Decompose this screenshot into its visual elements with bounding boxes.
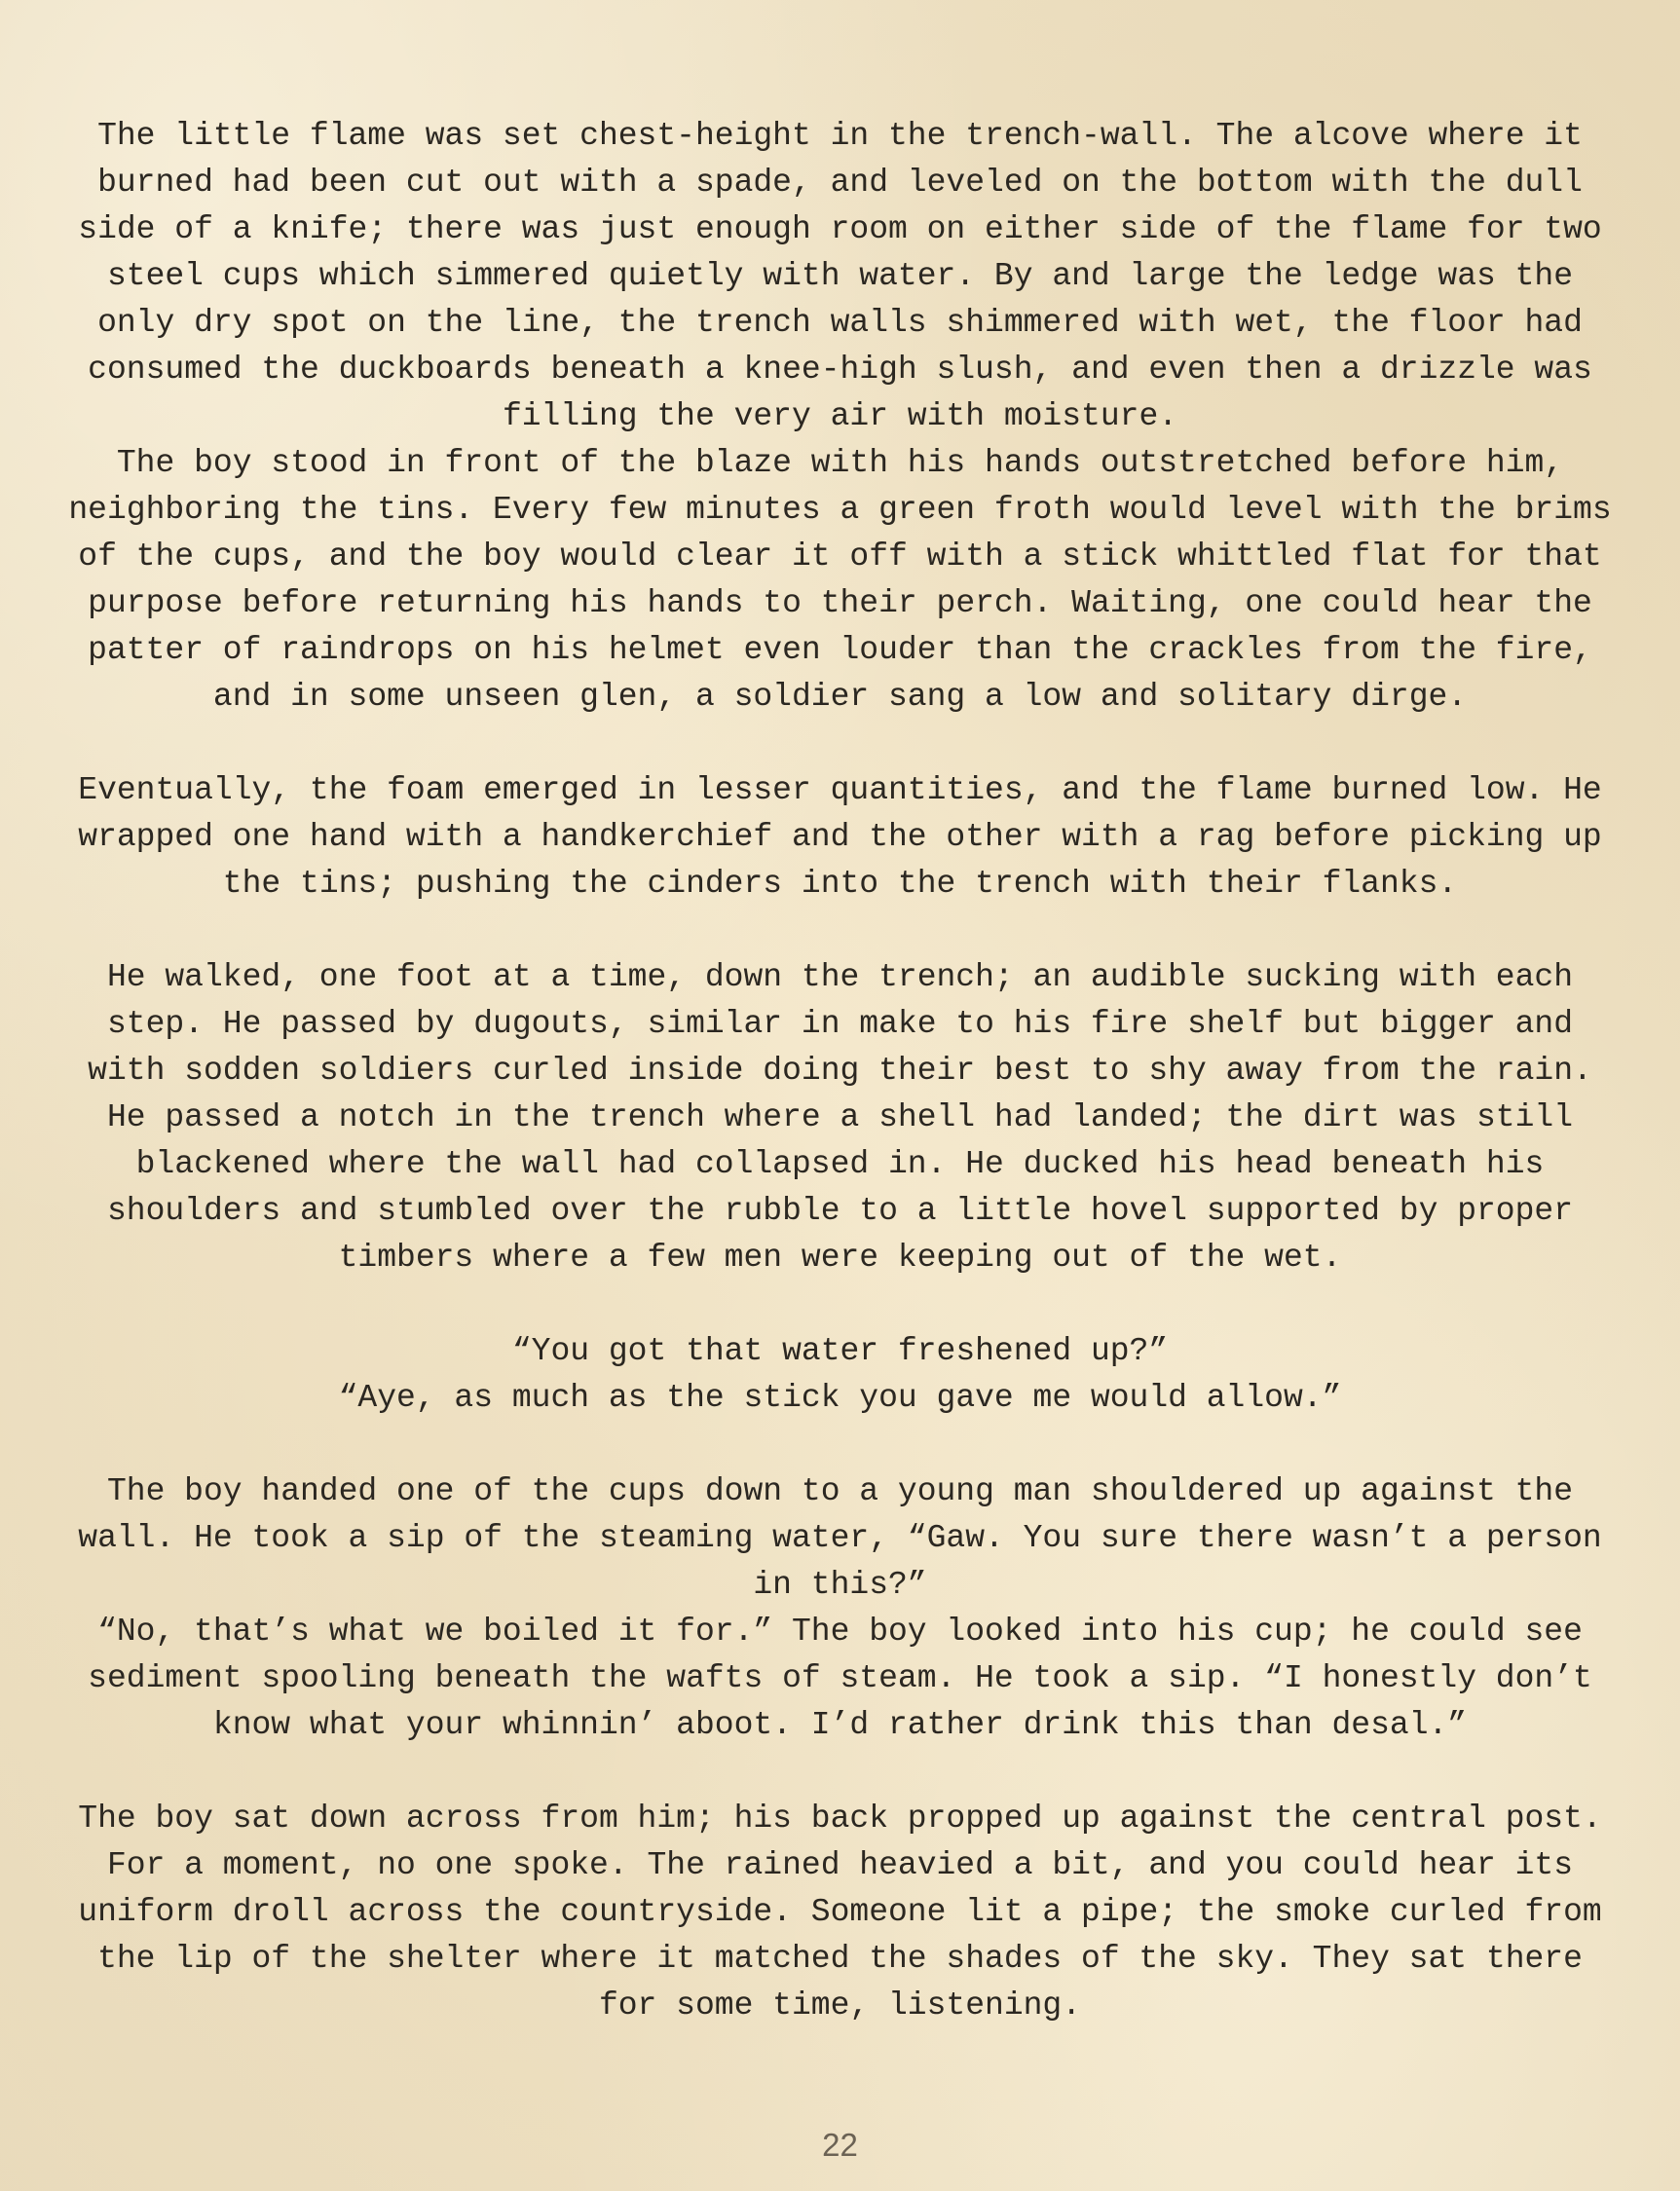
paragraph-boiled-reply: “No, that’s what we boiled it for.” The boy looked into his cup; he could see sediment spooling beneath the wafts of steam. He took a sip. “I honestly don’t know what your whinnin’ aboot. I’d rather drink this than desal.” xyxy=(88,1614,1592,1743)
paragraph-gap xyxy=(62,908,1618,954)
paragraph-sat-listening: The boy sat down across from him; his back propped up against the central post. For a moment, no one spoke. The rained heavied a bit, and you could hear its uniform droll across the countryside. Someone lit a pipe; the smoke curled from the lip of the shelter where it matched the shades of the sky. They sat there for some time, listening. xyxy=(78,1801,1602,2024)
paragraph-walk-down-trench: He walked, one foot at a time, down the trench; an audible sucking with each step. He passed by dugouts, similar in make to his fire shelf but bigger and with sodden soldiers curled inside doing their best to shy away from the rain. He passed a notch in the trench where a shell had landed; the dirt was still blackened where the wall had collapsed in. He ducked his head beneath his shoulders and stumbled over the rubble to a little hovel supported by proper timbers where a few men were keeping out of the wet. xyxy=(88,959,1592,1276)
story-text-block xyxy=(62,113,1618,2029)
page-number: 22 xyxy=(822,2127,858,2163)
dialogue-line-answer: “Aye, as much as the stick you gave me would allow.” xyxy=(338,1380,1342,1416)
dialogue-line-question: “You got that water freshened up?” xyxy=(511,1333,1169,1369)
paragraph-gap xyxy=(62,1749,1618,1796)
paragraph-gap xyxy=(62,1281,1618,1328)
paragraph-gap xyxy=(62,1422,1618,1468)
paragraph-flame-alcove: The little flame was set chest-height in the trench-wall. The alcove where it burned had been cut out with a spade, and leveled on the bottom with the dull side of a knife; there was just enough room on either side of the flame for two steel cups which simmered quietly with water. By and large the ledge was the only dry spot on the line, the trench walls shimmered with wet, the floor had consumed the duckboards beneath a knee-high slush, and even then a drizzle was filling the very air with moisture. xyxy=(78,118,1602,434)
paragraph-foam-emerged: Eventually, the foam emerged in lesser quantities, and the flame burned low. He wrapped one hand with a handkerchief and the other with a rag before picking up the tins; pushing the cinders into the trench with their flanks. xyxy=(78,772,1602,902)
paragraph-gap xyxy=(62,721,1618,767)
paragraph-cup-handed: The boy handed one of the cups down to a young man shouldered up against the wall. He took a sip of the steaming water, “Gaw. You sure there wasn’t a person in this?” xyxy=(78,1473,1602,1603)
paragraph-boy-at-blaze: The boy stood in front of the blaze with his hands outstretched before him, neighboring the tins. Every few minutes a green froth would level with the brims of the cups, and the boy would clear it off with a stick whittled flat for that purpose before returning his hands to their perch. Waiting, one could hear the patter of raindrops on his helmet even louder than the crackles from the fire, and in some unseen glen, a soldier sang a low and solitary dirge. xyxy=(68,445,1612,715)
